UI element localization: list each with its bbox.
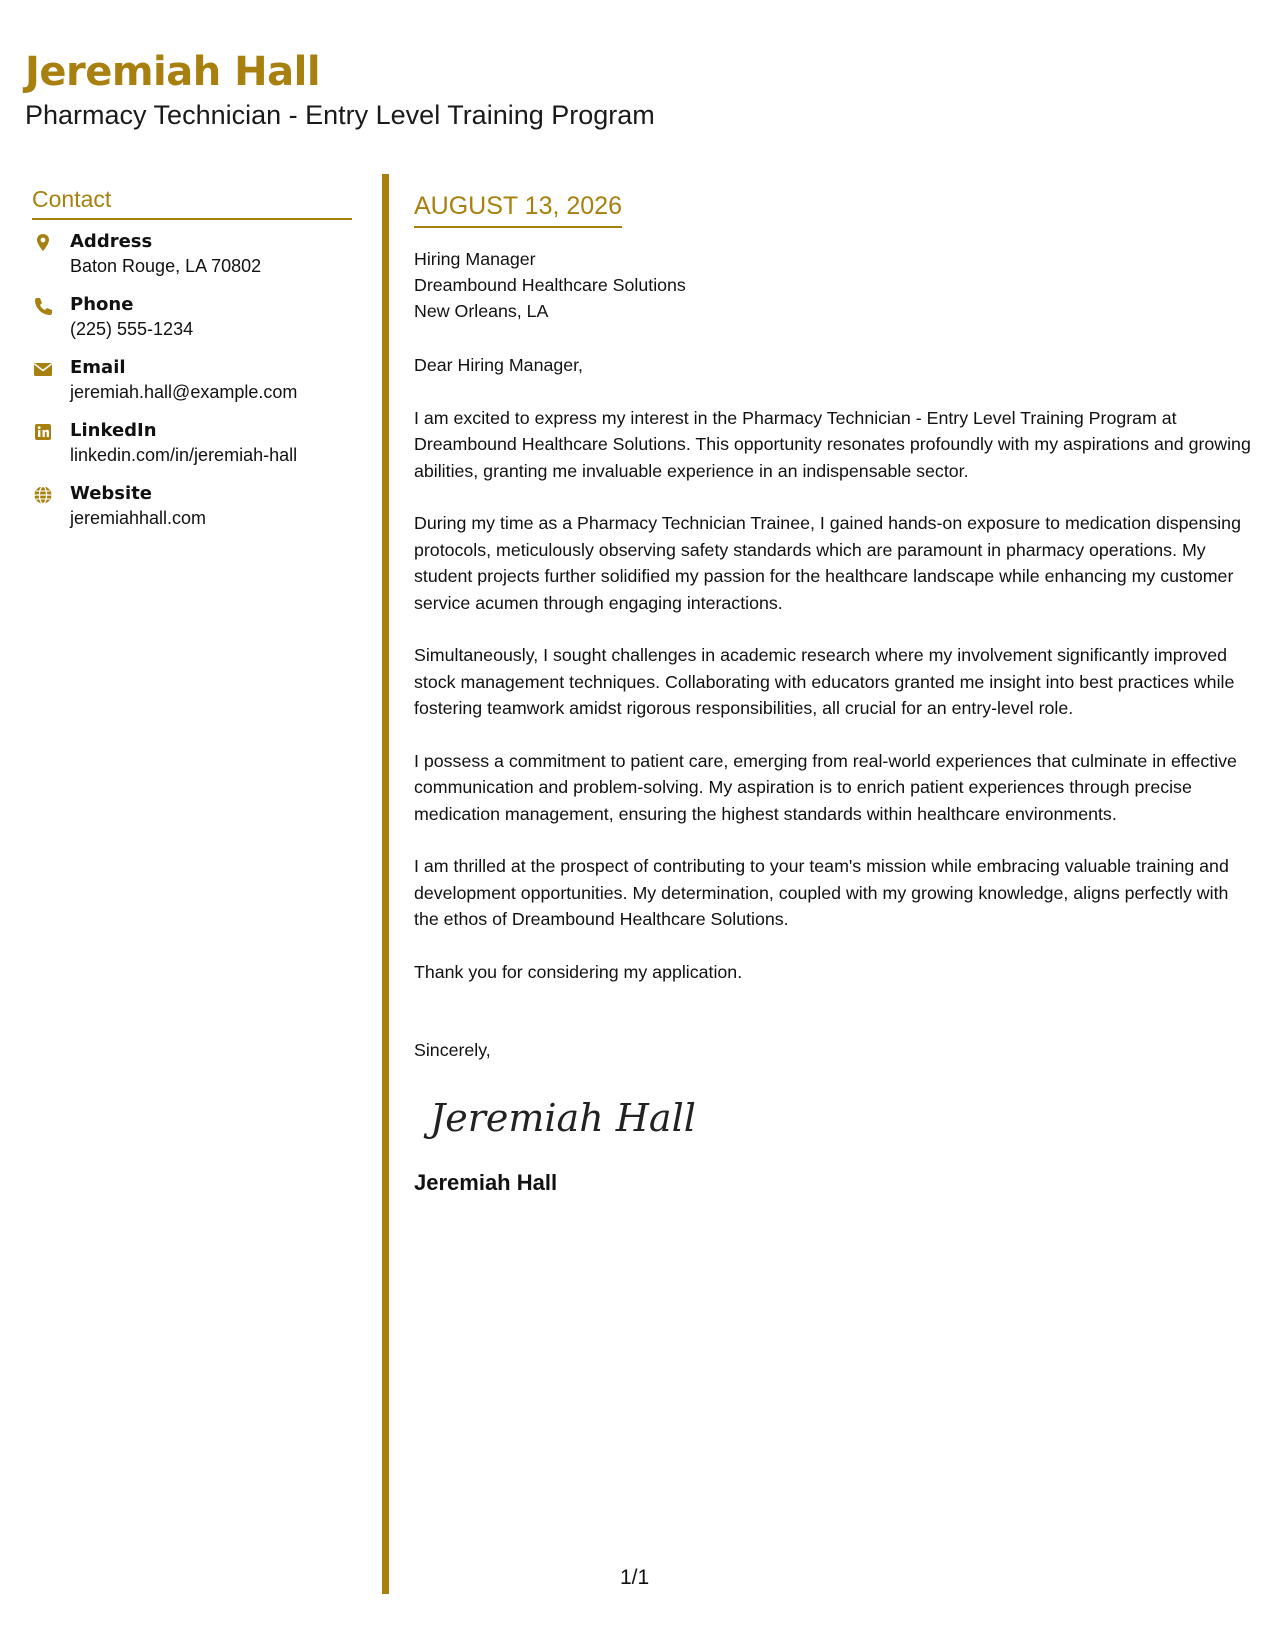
location-pin-icon [32,232,54,254]
linkedin-icon [32,421,54,443]
contact-value: jeremiah.hall@example.com [70,382,298,402]
phone-icon [32,295,54,317]
letter-body [414,190,1254,1196]
salutation: Dear Hiring Manager, [414,355,583,375]
body-paragraph: During my time as a Pharmacy Technician Trainee, I gained hands-on exposure to medication dispensing protocols, meticulously observing safety standards which are paramount in pharmacy operations. My student projects further solidified my passion for the healthcare landscape while enhancing my customer service acumen through engaging interactions. [414,513,1241,613]
signer-name: Jeremiah Hall [414,1169,558,1195]
contact-item-linkedin [32,419,352,468]
letter-header [25,46,655,132]
handwritten-signature: Jeremiah Hall [430,1095,696,1140]
contact-label: Phone [70,294,134,315]
contact-value: (225) 555-1234 [70,319,194,339]
page-number: 1/1 [620,1566,650,1589]
contact-item-address [32,230,352,279]
contact-label: Address [70,231,153,252]
contact-label: Website [70,483,153,504]
contact-value: linkedin.com/in/jeremiah-hall [70,445,298,465]
envelope-icon [32,358,54,380]
applicant-name: Jeremiah Hall [25,49,321,95]
globe-icon [32,484,54,506]
job-title: Pharmacy Technician - Entry Level Training Program [25,100,655,130]
body-paragraph: Simultaneously, I sought challenges in academic research where my involvement significantly improved stock management techniques. Collaborating with educators granted me insight into best practices while fostering teamwork amidst rigorous responsibilities, all crucial for an entry-level role. [414,645,1235,718]
body-paragraph: I am excited to express my interest in the Pharmacy Technician - Entry Level Training Program at Dreambound Healthcare Solutions. This opportunity resonates profoundly with my aspirations and growing abilities, granting me invaluable experience in an indispensable sector. [414,407,1251,481]
contact-value: jeremiahhall.com [70,508,207,528]
contact-sidebar [32,186,352,545]
contact-item-phone [32,293,352,342]
body-paragraph: I possess a commitment to patient care, emerging from real-world experiences that culminate in effective communication and problem-solving. My aspiration is to enrich patient experiences through precise medication management, ensuring the highest standards within healthcare environments. [414,750,1237,824]
body-paragraph: I am thrilled at the prospect of contributing to your team's mission while embracing valuable training and development opportunities. My determination, coupled with my growing knowledge, aligns perfectly with the ethos of Dreambound Healthcare Solutions. [414,856,1229,929]
contact-value: Baton Rouge, LA 70802 [70,256,262,276]
recipient-block [414,246,1254,324]
contact-label: Email [70,357,126,378]
contact-item-email [32,356,352,405]
recipient-line: New Orleans, LA [414,301,549,321]
contact-heading: Contact [32,186,352,220]
vertical-divider [382,174,389,1594]
closing: Sincerely, [414,1040,491,1060]
contact-item-website [32,482,352,531]
body-paragraph: Thank you for considering my application. [414,961,743,982]
recipient-line: Hiring Manager [414,249,536,269]
recipient-line: Dreambound Healthcare Solutions [414,275,686,295]
contact-label: LinkedIn [70,420,157,441]
letter-date: AUGUST 13, 2026 [414,190,622,228]
